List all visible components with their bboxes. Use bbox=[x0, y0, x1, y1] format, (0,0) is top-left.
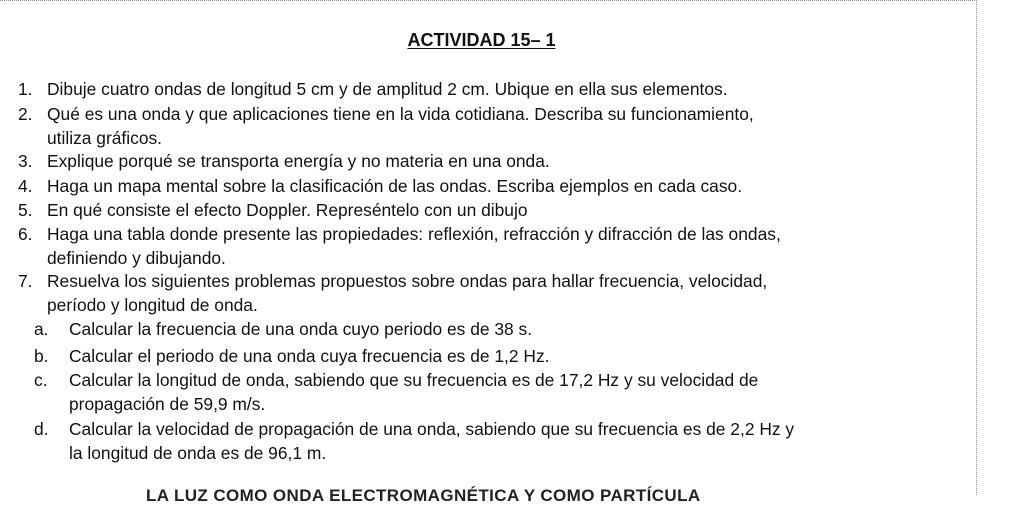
problem-subitem-number: d. bbox=[34, 419, 49, 439]
question-item-text: período y longitud de onda. bbox=[47, 295, 258, 315]
problem-subitem-text: Calcular la velocidad de propagación de una onda, sabiendo que su frecuencia es de 2,2 Hz y bbox=[69, 419, 795, 439]
problem-subitem-number: a. bbox=[34, 319, 49, 339]
question-item-number: 6. bbox=[18, 224, 33, 244]
question-item-text: Qué es una onda y que aplicaciones tiene en la vida cotidiana. Describa su funcionamiento, bbox=[47, 104, 754, 124]
question-item-text: utiliza gráficos. bbox=[47, 128, 163, 148]
question-item-text: definiendo y dibujando. bbox=[47, 248, 226, 268]
problem-subitem-text: Calcular el periodo de una onda cuya frecuencia es de 1,2 Hz. bbox=[69, 346, 550, 366]
question-item-text: En qué consiste el efecto Doppler. Represéntelo con un dibujo bbox=[47, 200, 528, 220]
question-item-text: Resuelva los siguientes problemas propuestos sobre ondas para hallar frecuencia, velocidad, bbox=[47, 271, 768, 291]
question-item-text: Haga un mapa mental sobre la clasificación de las ondas. Escriba ejemplos en cada caso. bbox=[47, 176, 743, 196]
question-item-number: 7. bbox=[18, 271, 33, 291]
problem-subitem-text: Calcular la longitud de onda, sabiendo que su frecuencia es de 17,2 Hz y su velocidad de bbox=[69, 370, 759, 390]
problem-subitem-text: la longitud de onda es de 96,1 m. bbox=[69, 443, 327, 463]
problem-subitem-number: c. bbox=[34, 370, 48, 390]
question-item-number: 3. bbox=[18, 151, 33, 171]
question-item-number: 2. bbox=[18, 104, 33, 124]
problem-subitem-text: Calcular la frecuencia de una onda cuyo periodo es de 38 s. bbox=[69, 319, 533, 339]
question-item-text: Haga una tabla donde presente las propiedades: reflexión, refracción y difracción de las ondas, bbox=[47, 224, 781, 244]
problem-subitem-text: propagación de 59,9 m/s. bbox=[69, 394, 266, 414]
next-section-heading-cut: LA LUZ COMO ONDA ELECTROMAGNÉTICA Y COMO PARTÍCULA bbox=[146, 486, 701, 505]
question-item-text: Dibuje cuatro ondas de longitud 5 cm y de amplitud 2 cm. Ubique en ella sus elementos. bbox=[47, 79, 728, 99]
problem-subitem-number: b. bbox=[34, 346, 49, 366]
activity-title: ACTIVIDAD 15– 1 bbox=[407, 30, 556, 50]
question-item-number: 4. bbox=[18, 176, 33, 196]
question-item-number: 1. bbox=[18, 79, 33, 99]
question-item-text: Explique porqué se transporta energía y no materia en una onda. bbox=[47, 151, 550, 171]
question-item-number: 5. bbox=[18, 200, 33, 220]
